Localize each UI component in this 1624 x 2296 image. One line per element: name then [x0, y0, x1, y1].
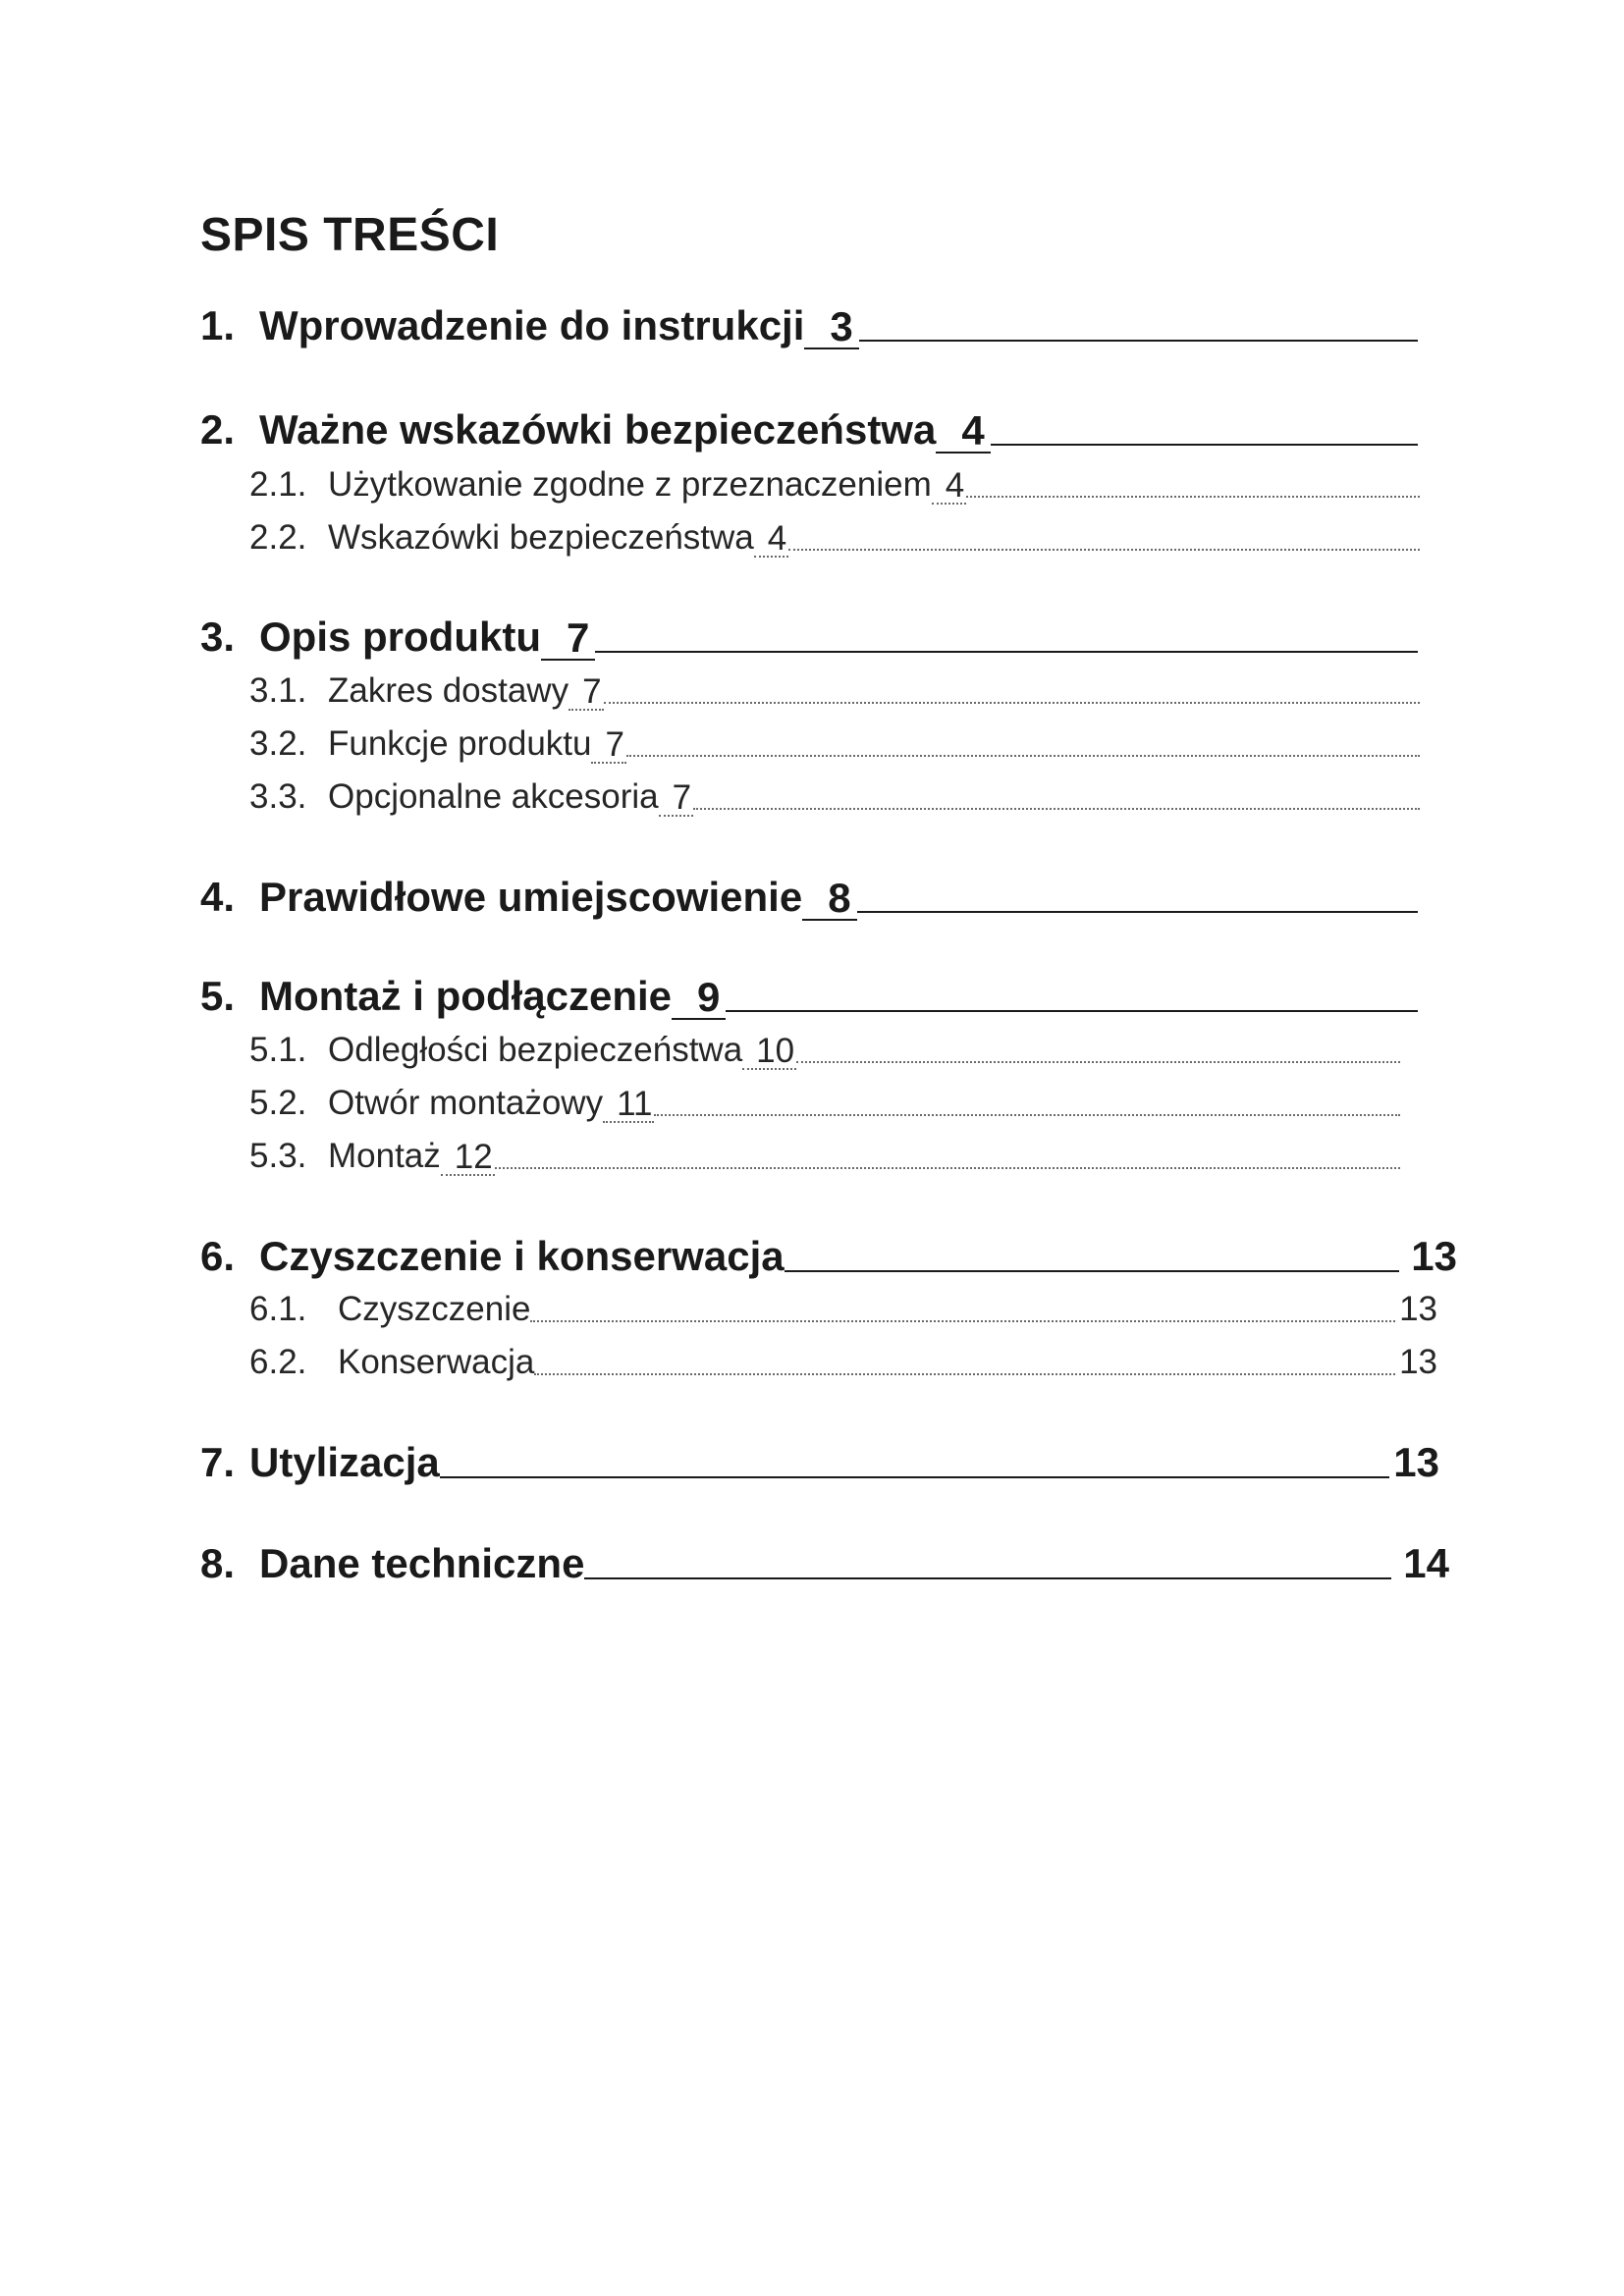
subentry-title: Odległości bezpieczeństwa — [328, 1031, 743, 1069]
leader-line — [785, 1270, 1400, 1272]
subentry-title: Wskazówki bezpieczeństwa — [328, 518, 754, 557]
entry-title: Prawidłowe umiejscowienie — [259, 874, 803, 920]
entry-number: 1. — [200, 302, 236, 348]
leader-dots — [788, 549, 1420, 551]
toc-subentry-2-2[interactable] — [249, 512, 1420, 558]
subentry-page: 11 — [603, 1087, 654, 1123]
toc-entry-4[interactable] — [200, 866, 1418, 921]
toc-subentry-5-2[interactable] — [249, 1078, 1400, 1123]
entry-number: 5. — [200, 973, 236, 1019]
entry-number: 4. — [200, 874, 236, 920]
subentry-page: 4 — [932, 468, 966, 505]
subentry-page: 7 — [568, 674, 603, 711]
leader-dots — [693, 808, 1420, 810]
entry-page: 9 — [672, 977, 726, 1020]
subentry-page: 4 — [754, 521, 788, 558]
subentry-title: Opcjonalne akcesoria — [328, 777, 659, 816]
subentry-title: Funkcje produktu — [328, 724, 592, 763]
toc-subentry-3-3[interactable] — [249, 772, 1420, 817]
subentry-title: Użytkowanie zgodne z przeznaczeniem — [328, 465, 932, 504]
toc-subentry-6-2[interactable] — [249, 1337, 1437, 1382]
entry-number: 3. — [200, 614, 236, 660]
toc-entry-1[interactable] — [200, 294, 1418, 349]
subentry-number: 2.2. — [249, 518, 307, 557]
entry-page: 3 — [804, 306, 858, 349]
subentry-number: 5.2. — [249, 1084, 307, 1122]
entry-title: Opis produktu — [259, 614, 541, 660]
subentry-number: 6.2. — [249, 1343, 307, 1381]
leader-line — [584, 1577, 1391, 1579]
leader-dots — [604, 702, 1420, 704]
subentry-page: 12 — [441, 1140, 495, 1176]
entry-number: 2. — [200, 406, 236, 453]
subentry-title: Konserwacja — [338, 1343, 535, 1381]
entry-title: Utylizacja — [249, 1439, 440, 1485]
toc-subentry-5-1[interactable] — [249, 1025, 1400, 1070]
leader-line — [726, 1010, 1418, 1012]
subentry-page: 10 — [742, 1034, 796, 1070]
entry-number: 8. — [200, 1540, 236, 1586]
entry-page: 13 — [1393, 1439, 1439, 1485]
leader-dots — [495, 1167, 1400, 1169]
leader-dots — [654, 1114, 1400, 1116]
toc-entry-2[interactable] — [200, 399, 1418, 454]
subentry-page: 7 — [591, 727, 625, 764]
entry-number: 6. — [200, 1233, 236, 1279]
leader-line — [857, 911, 1418, 913]
subentry-number: 3.3. — [249, 777, 307, 816]
leader-line — [440, 1476, 1390, 1478]
subentry-number: 3.1. — [249, 671, 307, 710]
toc-title: SPIS TREŚCI — [200, 209, 500, 261]
leader-line — [859, 340, 1418, 342]
entry-page: 14 — [1403, 1540, 1449, 1586]
toc-subentry-3-1[interactable] — [249, 666, 1420, 711]
entry-title: Montaż i podłączenie — [259, 973, 673, 1019]
entry-title: Ważne wskazówki bezpieczeństwa — [259, 406, 937, 453]
toc-entry-5[interactable] — [200, 965, 1418, 1020]
toc-subentry-5-3[interactable] — [249, 1131, 1400, 1176]
toc-subentry-6-1[interactable] — [249, 1284, 1437, 1329]
toc-subentry-2-1[interactable] — [249, 459, 1420, 505]
entry-page: 13 — [1411, 1233, 1457, 1279]
subentry-page: 7 — [659, 780, 693, 817]
entry-number: 7. — [200, 1439, 236, 1485]
leader-dots — [796, 1061, 1400, 1063]
subentry-title: Otwór montażowy — [328, 1084, 604, 1122]
toc-entry-7[interactable] — [200, 1431, 1439, 1486]
entry-page: 7 — [541, 617, 595, 661]
subentry-page: 13 — [1399, 1290, 1437, 1328]
entry-page: 4 — [936, 410, 990, 454]
subentry-number: 6.1. — [249, 1290, 307, 1328]
leader-dots — [530, 1320, 1395, 1322]
entry-title: Wprowadzenie do instrukcji — [259, 302, 805, 348]
entry-title: Dane techniczne — [259, 1540, 585, 1586]
entry-title: Czyszczenie i konserwacja — [259, 1233, 785, 1279]
subentry-title: Zakres dostawy — [328, 671, 569, 710]
leader-dots — [534, 1373, 1395, 1375]
leader-line — [991, 444, 1418, 446]
subentry-number: 2.1. — [249, 465, 307, 504]
toc-subentry-3-2[interactable] — [249, 719, 1420, 764]
leader-line — [595, 651, 1418, 653]
subentry-page: 13 — [1399, 1343, 1437, 1381]
subentry-title: Montaż — [328, 1137, 441, 1175]
toc-entry-8[interactable] — [200, 1532, 1449, 1587]
subentry-title: Czyszczenie — [338, 1290, 531, 1328]
toc-entry-6[interactable] — [200, 1225, 1457, 1280]
leader-dots — [626, 755, 1420, 757]
toc-entry-3[interactable] — [200, 606, 1418, 661]
entry-page: 8 — [802, 878, 856, 921]
leader-dots — [966, 496, 1420, 498]
subentry-number: 5.1. — [249, 1031, 307, 1069]
subentry-number: 3.2. — [249, 724, 307, 763]
subentry-number: 5.3. — [249, 1137, 307, 1175]
